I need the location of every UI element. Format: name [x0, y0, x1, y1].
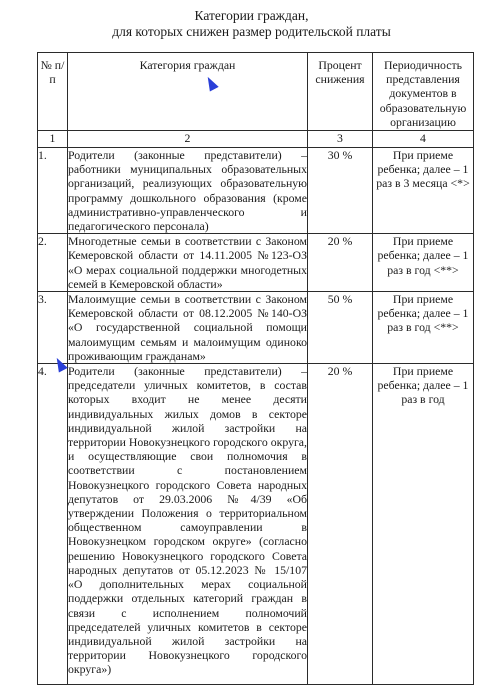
column-number: 4 [373, 131, 474, 148]
row-period: При приеме ребенка; далее – 1 раз в год <**> [373, 234, 474, 292]
row-percent: 20 % [308, 234, 373, 292]
row-number: 4. [38, 364, 68, 685]
row-number: 1. [38, 148, 68, 234]
row-category: Малоимущие семьи в соответствии с Законом Кемеровской области от 08.12.2005 №140-ОЗ «О государственной социальной помощи малоимущим семьям и малоимущим одиноко проживающим гражданам» [68, 292, 307, 363]
table-row [38, 148, 474, 234]
header-category: Категория граждан [68, 53, 308, 131]
row-percent: 20 % [308, 364, 373, 685]
title-line-2: для которых снижен размер родительской платы [112, 24, 391, 39]
row-period: При приеме ребенка; далее – 1 раз в год <**> [373, 292, 474, 364]
table-header-row [38, 53, 474, 131]
row-category: Родители (законные представители) – работники муниципальных образовательных организаций, реализующих образовательную программу дошкольного образования (кроме административно-управленческого и педагогического персонала) [68, 148, 307, 234]
row-period: При приеме ребенка; далее – 1 раз в 3 месяца <*> [373, 148, 474, 234]
row-period: При приеме ребенка; далее – 1 раз в год [373, 364, 474, 685]
row-number: 2. [38, 234, 68, 292]
row-category: Родители (законные представители) – председатели уличных комитетов, в состав которых входит не менее десяти индивидуальных жилых домов в секторе индивидуальной жилой застройки на территории Новокузнецкого городского округа, и осуществляющие свои полномочия в соответствии с постановлением Новокузнецкого городского Совета народных депутатов от 29.03.2006 №4/39 «Об утверждении Положения о территориальном общественном самоуправлении в Новокузнецком городском округе» (согласно решению Новокузнецкого городского Совета народных депутатов от 05.12.2023 № 15/107 «О дополнительных мерах социальной поддержки отдельных категорий граждан в связи с исполнением полномочий председателей уличных комитетов в секторе индивидуальной жилой застройки на территории Новокузнецкого городского округа») [68, 364, 308, 685]
column-number: 2 [68, 131, 308, 148]
categories-table [37, 52, 474, 685]
title-line-1: Категории граждан, [194, 8, 309, 23]
header-period: Периодичность представления документов в образовательную организацию [373, 53, 474, 131]
header-num: № п/п [38, 53, 68, 131]
row-percent: 50 % [308, 292, 373, 364]
column-number-row [38, 131, 474, 148]
table-row [38, 364, 474, 685]
column-number: 3 [308, 131, 373, 148]
column-number: 1 [38, 131, 68, 148]
row-category: Многодетные семьи в соответствии с Законом Кемеровской области от 14.11.2005 №123-ОЗ «О мерах социальной поддержки многодетных семей в Кемеровской области» [68, 234, 307, 291]
table-row [38, 292, 474, 364]
header-percent: Процент снижения [308, 53, 373, 131]
row-percent: 30 % [308, 148, 373, 234]
document-title [0, 8, 503, 40]
table-row [38, 234, 474, 292]
row-number: 3. [38, 292, 68, 364]
